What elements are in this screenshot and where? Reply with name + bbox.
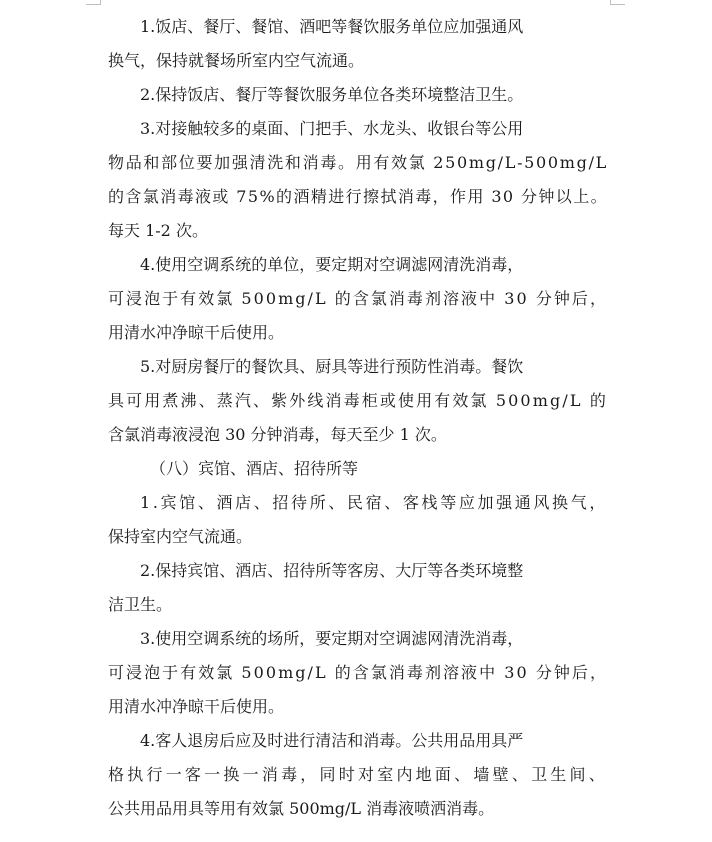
text-line <box>108 214 608 248</box>
line-text: 2.保持饭店、餐厅等餐饮服务单位各类环境整洁卫生。 <box>140 85 524 104</box>
line-text: 洁卫生。 <box>108 595 173 614</box>
text-line <box>108 656 608 690</box>
line-text: 3.对接触较多的桌面、门把手、水龙头、收银台等公用 <box>140 119 524 138</box>
section-heading <box>108 452 608 486</box>
paragraph-hotel-1 <box>108 486 608 554</box>
line-text: 2.保持宾馆、酒店、招待所等客房、大厅等各类环境整 <box>140 561 524 580</box>
paragraph-catering-5 <box>108 350 608 452</box>
document-body <box>108 10 608 826</box>
line-text: 可浸泡于有效氯 500mg/L 的含氯消毒剂溶液中 30 分钟后， <box>108 663 608 682</box>
line-text: 用清水冲净晾干后使用。 <box>108 323 285 342</box>
line-text: 格执行一客一换一消毒，同时对室内地面、墙壁、卫生间、 <box>108 765 608 784</box>
text-line <box>108 180 608 214</box>
text-line <box>108 112 608 146</box>
line-text: 4.客人退房后应及时进行清洁和消毒。公共用品用具严 <box>140 731 524 750</box>
text-line <box>108 282 608 316</box>
text-line <box>108 418 608 452</box>
paragraph-hotel-3 <box>108 622 608 724</box>
line-text: 3.使用空调系统的场所，要定期对空调滤网清洗消毒， <box>140 629 524 648</box>
line-text: 用清水冲净晾干后使用。 <box>108 697 285 716</box>
paragraph-catering-4 <box>108 248 608 350</box>
text-line <box>108 792 608 826</box>
line-text: 公共用品用具等用有效氯 500mg/L 消毒液喷洒消毒。 <box>108 799 495 818</box>
line-text: （八）宾馆、酒店、招待所等 <box>150 459 359 478</box>
line-text: 每天 1-2 次。 <box>108 221 208 240</box>
text-line <box>108 588 608 622</box>
text-line <box>108 10 608 44</box>
line-text: 物品和部位要加强清洗和消毒。用有效氯 250mg/L-500mg/L <box>108 153 608 172</box>
text-line <box>108 350 608 384</box>
text-line <box>108 554 608 588</box>
text-line <box>108 520 608 554</box>
paragraph-hotel-2 <box>108 554 608 622</box>
text-line <box>108 690 608 724</box>
line-text: 具可用煮沸、蒸汽、紫外线消毒柜或使用有效氯 500mg/L 的 <box>108 391 608 410</box>
paragraph-catering-3 <box>108 112 608 248</box>
text-line <box>108 384 608 418</box>
text-line <box>108 146 608 180</box>
line-text: 1.宾馆、酒店、招待所、民宿、客栈等应加强通风换气， <box>140 493 608 512</box>
text-line <box>108 758 608 792</box>
line-text: 4.使用空调系统的单位，要定期对空调滤网清洗消毒， <box>140 255 524 274</box>
paragraph-catering-1 <box>108 10 608 78</box>
text-line <box>108 248 608 282</box>
crop-mark-top-right <box>610 0 625 5</box>
line-text: 保持室内空气流通。 <box>108 527 253 546</box>
paragraph-hotel-4 <box>108 724 608 826</box>
text-line <box>108 724 608 758</box>
crop-mark-top-left <box>86 0 101 5</box>
line-text: 含氯消毒液浸泡 30 分钟消毒，每天至少 1 次。 <box>108 425 447 444</box>
line-text: 的含氯消毒液或 75%的酒精进行擦拭消毒，作用 30 分钟以上。 <box>108 187 608 206</box>
paragraph-section-8-heading <box>108 452 608 486</box>
text-line <box>108 78 608 112</box>
text-line <box>108 486 608 520</box>
line-text: 1.饭店、餐厅、餐馆、酒吧等餐饮服务单位应加强通风 <box>140 17 524 36</box>
text-line <box>108 622 608 656</box>
text-line <box>108 316 608 350</box>
text-line <box>108 44 608 78</box>
paragraph-catering-2 <box>108 78 608 112</box>
line-text: 5.对厨房餐厅的餐饮具、厨具等进行预防性消毒。餐饮 <box>140 357 524 376</box>
line-text: 换气，保持就餐场所室内空气流通。 <box>108 51 365 70</box>
line-text: 可浸泡于有效氯 500mg/L 的含氯消毒剂溶液中 30 分钟后， <box>108 289 608 308</box>
